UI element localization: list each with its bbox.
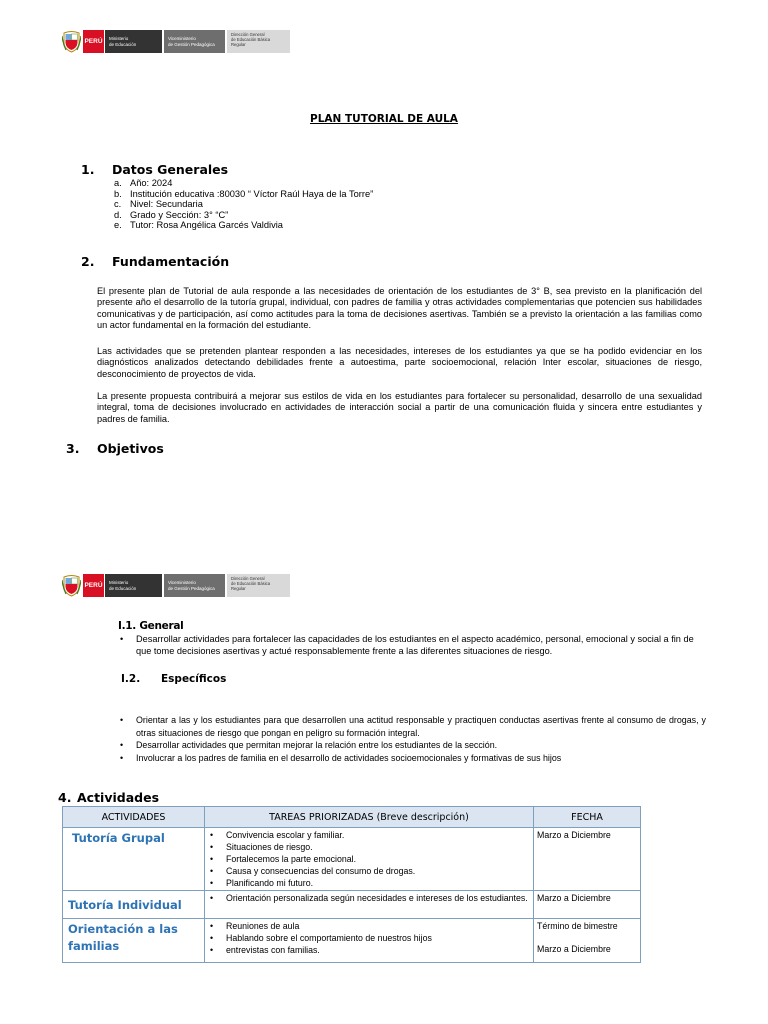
especificos-list <box>120 714 706 765</box>
coat-of-arms-icon <box>62 30 81 53</box>
page-title: PLAN TUTORIAL DE AULA <box>310 113 458 125</box>
table-row <box>63 891 641 919</box>
list-item: • Fortalecemos la parte emocional. <box>210 854 357 864</box>
list-item: • Desarrollar actividades para fortalecer las capacidades de los estudiantes en el aspecto académico, personal, emocional y social a fin de que tome decisiones asertivas y actué responsablemente frente a las diferentes situaciones de riesgo. <box>120 634 694 656</box>
general-bullet <box>120 634 706 657</box>
list-item: • Hablando sobre el comportamiento de nuestros hijos <box>210 933 432 943</box>
list-item: • Reuniones de aula <box>210 921 300 931</box>
column-header-actividades: ACTIVIDADES <box>63 807 205 828</box>
list-item: c. Nivel: Secundaria <box>114 199 203 210</box>
fundamentacion-paragraph-3: La presente propuesta contribuirá a mejorar sus estilos de vida en los estudiantes para fortalecer su personalidad, desarrollo de una sexualidad integral, toma de decisiones involucrado en actividades de interacción social a partir de una comunicación fluida y sincera entre estudiantes y padres de familia. <box>97 391 702 424</box>
especificos-title: Específicos <box>161 673 227 685</box>
peru-label: PERÚ <box>83 30 104 53</box>
table-header-row <box>63 807 641 828</box>
list-item: • Convivencia escolar y familiar. <box>210 830 345 840</box>
section-1-title: Datos Generales <box>112 162 229 177</box>
fecha-cell: Marzo a Diciembre <box>534 891 641 919</box>
column-header-tareas: TAREAS PRIORIZADAS (Breve descripción) <box>205 807 534 828</box>
table-row <box>63 828 641 891</box>
section-1-number: 1. <box>81 162 95 177</box>
tasks-cell <box>205 828 534 891</box>
tasks-cell <box>205 919 534 963</box>
especificos-number: I.2. <box>121 673 141 685</box>
fundamentacion-paragraph-1: El presente plan de Tutorial de aula responde a las necesidades de orientación de los estudiantes de 3° B, sea previsto en la planificación del presente año el desarrollo de la tutoría grupal, individual, con padres de familia y otras actividades complementarias que potencien sus habilidades comunicativas y de participación, así como actitudes para la toma de decisiones asertivas. También se a previsto la orientación a las familias como un actor fundamental en la formación del estudiante. <box>97 286 702 331</box>
list-item: • Desarrollar actividades que permitan mejorar la relación entre los estudiantes de la sección. <box>120 740 498 751</box>
header-logo-bar <box>62 30 290 53</box>
list-item: • entrevistas con familias. <box>210 945 320 955</box>
section-3-number: 3. <box>66 441 80 456</box>
list-item: • Orientación personalizada según necesidades e intereses de los estudiantes. <box>210 893 528 903</box>
activity-cell: Tutoría Grupal <box>63 828 205 891</box>
direction-label: Dirección General de Educación Básica Regular <box>225 574 290 597</box>
section-2-number: 2. <box>81 254 95 269</box>
list-item: b. Institución educativa :80030 “ Víctor Raúl Haya de la Torre” <box>114 188 374 199</box>
list-item: d. Grado y Sección: 3° “C” <box>114 209 229 220</box>
coat-of-arms-icon <box>62 574 81 597</box>
list-item: • Planificando mi futuro. <box>210 878 314 888</box>
activity-cell: Orientación a las familias <box>63 919 205 963</box>
header-logo-bar-page-2 <box>62 574 290 597</box>
tasks-cell <box>205 891 534 919</box>
list-item: • Orientar a las y los estudiantes para que desarrollen una actitud responsable y practiquen conductas asertivas frente al consumo de drogas, y otras situaciones de riesgo que pongan en peligro su formación integral. <box>120 715 706 738</box>
vice-ministry-label: Viceministerio de Gestión Pedagógica <box>162 574 225 597</box>
table-row <box>63 919 641 963</box>
list-item: a. Año: 2024 <box>114 178 173 188</box>
fecha-cell: Término de bimestre Marzo a Diciembre <box>534 919 641 963</box>
list-item: e. Tutor: Rosa Angélica Garcés Valdivia <box>114 220 283 231</box>
list-item: • Involucrar a los padres de familia en el desarrollo de actividades socioemocionales y formativas de sus hijos <box>120 753 562 764</box>
list-item: • Causa y consecuencias del consumo de drogas. <box>210 866 416 876</box>
datos-list <box>114 178 373 231</box>
ministry-label: Ministerio de Educación <box>104 30 162 53</box>
general-title: I.1. General <box>118 620 184 632</box>
direction-label: Dirección General de Educación Básica Regular <box>225 30 290 53</box>
column-header-fecha: FECHA <box>534 807 641 828</box>
vice-ministry-label: Viceministerio de Gestión Pedagógica <box>162 30 225 53</box>
section-2-title: Fundamentación <box>112 254 230 269</box>
activities-table <box>62 806 641 963</box>
peru-label: PERÚ <box>83 574 104 597</box>
section-3-title: Objetivos <box>97 441 164 456</box>
list-item: • Situaciones de riesgo. <box>210 842 313 852</box>
ministry-label: Ministerio de Educación <box>104 574 162 597</box>
section-4-number: 4. <box>58 790 72 805</box>
fecha-cell: Marzo a Diciembre <box>534 828 641 891</box>
fundamentacion-paragraph-2: Las actividades que se pretenden plantear responden a las necesidades, intereses de los estudiantes ya que se ha podido evidenciar en los diagnósticos analizados detectando debilidades frente a autoestima, parte socioemocional, relación Inter escolar, situaciones de riesgo, desconocimiento de proyectos de vida. <box>97 346 702 379</box>
activity-cell: Tutoría Individual <box>63 891 205 919</box>
section-4-title: Actividades <box>77 790 160 805</box>
